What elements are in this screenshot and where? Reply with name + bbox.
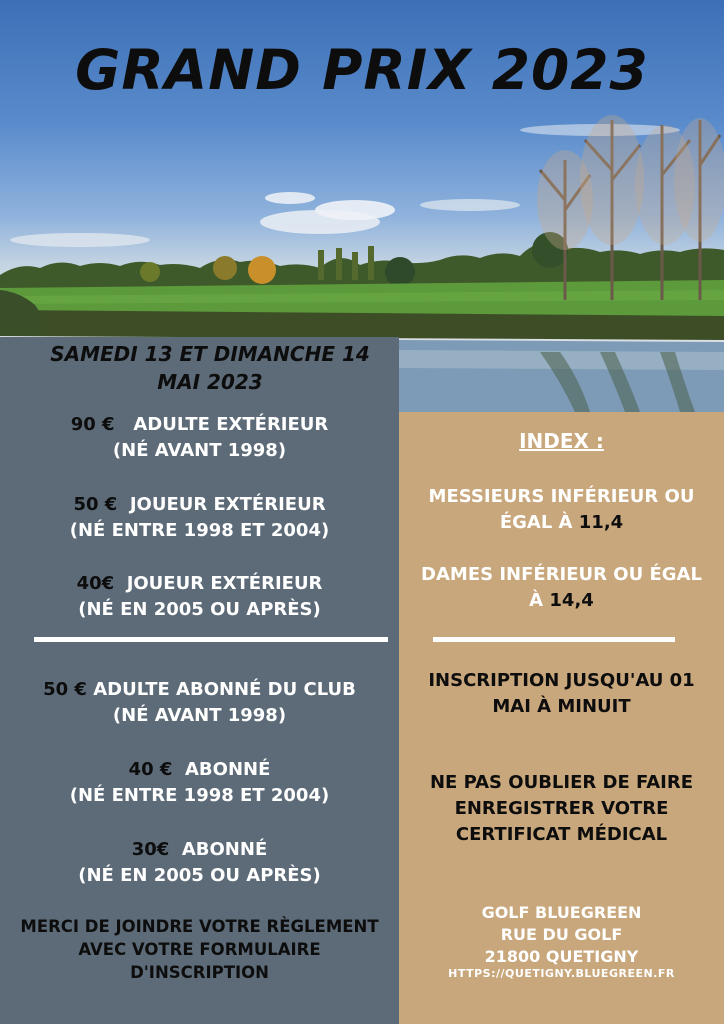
club-address [399,902,724,968]
tariffs-panel [0,337,399,1024]
tariff-item [0,492,399,544]
index-women [399,562,724,614]
tariff-item [0,412,399,464]
tariff-price: 90 € [70,414,115,435]
tariff-detail: (NÉ EN 2005 OU APRÈS) [78,599,321,620]
club-city: 21800 QUETIGNY [484,947,639,966]
index-men-line-1: MESSIEURS INFÉRIEUR OU [428,486,695,507]
club-website-link[interactable]: HTTPS://QUETIGNY.BLUEGREEN.FR [448,967,675,980]
tariff-item [0,757,399,809]
medical-line-3: CERTIFICAT MÉDICAL [455,824,668,845]
tariff-detail: (NÉ ENTRE 1998 ET 2004) [69,520,330,541]
tariff-item [0,837,399,889]
tariff-label: ADULTE ABONNÉ DU CLUB [93,679,356,700]
tariff-price: 50 € [73,494,118,515]
info-panel [399,412,724,1024]
medical-line-2: ENREGISTRER VOTRE [454,798,669,819]
tariff-price: 40€ [76,573,115,594]
tariff-detail: (NÉ ENTRE 1998 ET 2004) [69,785,330,806]
registration-line-2: MAI À MINUIT [492,696,631,717]
tariff-price: 40 € [128,759,173,780]
page-title: GRAND PRIX 2023 [75,38,649,102]
divider [433,637,675,642]
index-women-line-2: À [529,590,544,611]
tariff-item [0,571,399,623]
tariff-detail: (NÉ AVANT 1998) [112,440,287,461]
index-men-value: 11,4 [578,512,624,533]
tariff-label: JOUEUR EXTÉRIEUR [129,494,326,515]
medical-reminder [399,770,724,848]
registration-deadline [399,668,724,720]
tariff-detail: (NÉ AVANT 1998) [112,705,287,726]
tariff-label: JOUEUR EXTÉRIEUR [126,573,323,594]
club-street: RUE DU GOLF [500,925,623,944]
divider [34,637,388,642]
payment-note-line-3: D'INSCRIPTION [130,963,269,982]
index-women-line-1: DAMES INFÉRIEUR OU ÉGAL [421,564,702,585]
payment-note [0,915,399,984]
dates-line-1: SAMEDI 13 ET DIMANCHE 14 [50,342,370,366]
tariff-label: ADULTE EXTÉRIEUR [133,414,329,435]
tariff-price: 30€ [131,839,170,860]
registration-line-1: INSCRIPTION JUSQU'AU 01 [428,670,695,691]
tariff-label: ABONNÉ [181,839,268,860]
payment-note-line-2: AVEC VOTRE FORMULAIRE [78,940,321,959]
dates-line-2: MAI 2023 [157,370,263,394]
club-name: GOLF BLUEGREEN [481,903,642,922]
index-men-line-2: ÉGAL À [499,512,573,533]
event-dates [20,340,400,396]
tariff-item [0,677,399,729]
medical-line-1: NE PAS OUBLIER DE FAIRE [429,772,694,793]
index-men [399,484,724,536]
index-women-value: 14,4 [549,590,594,611]
index-heading: INDEX : [519,429,604,453]
payment-note-line-1: MERCI DE JOINDRE VOTRE RÈGLEMENT [20,917,379,936]
tariff-detail: (NÉ EN 2005 OU APRÈS) [78,865,321,886]
tariff-label: ABONNÉ [185,759,271,780]
tariff-price: 50 € [43,679,87,700]
